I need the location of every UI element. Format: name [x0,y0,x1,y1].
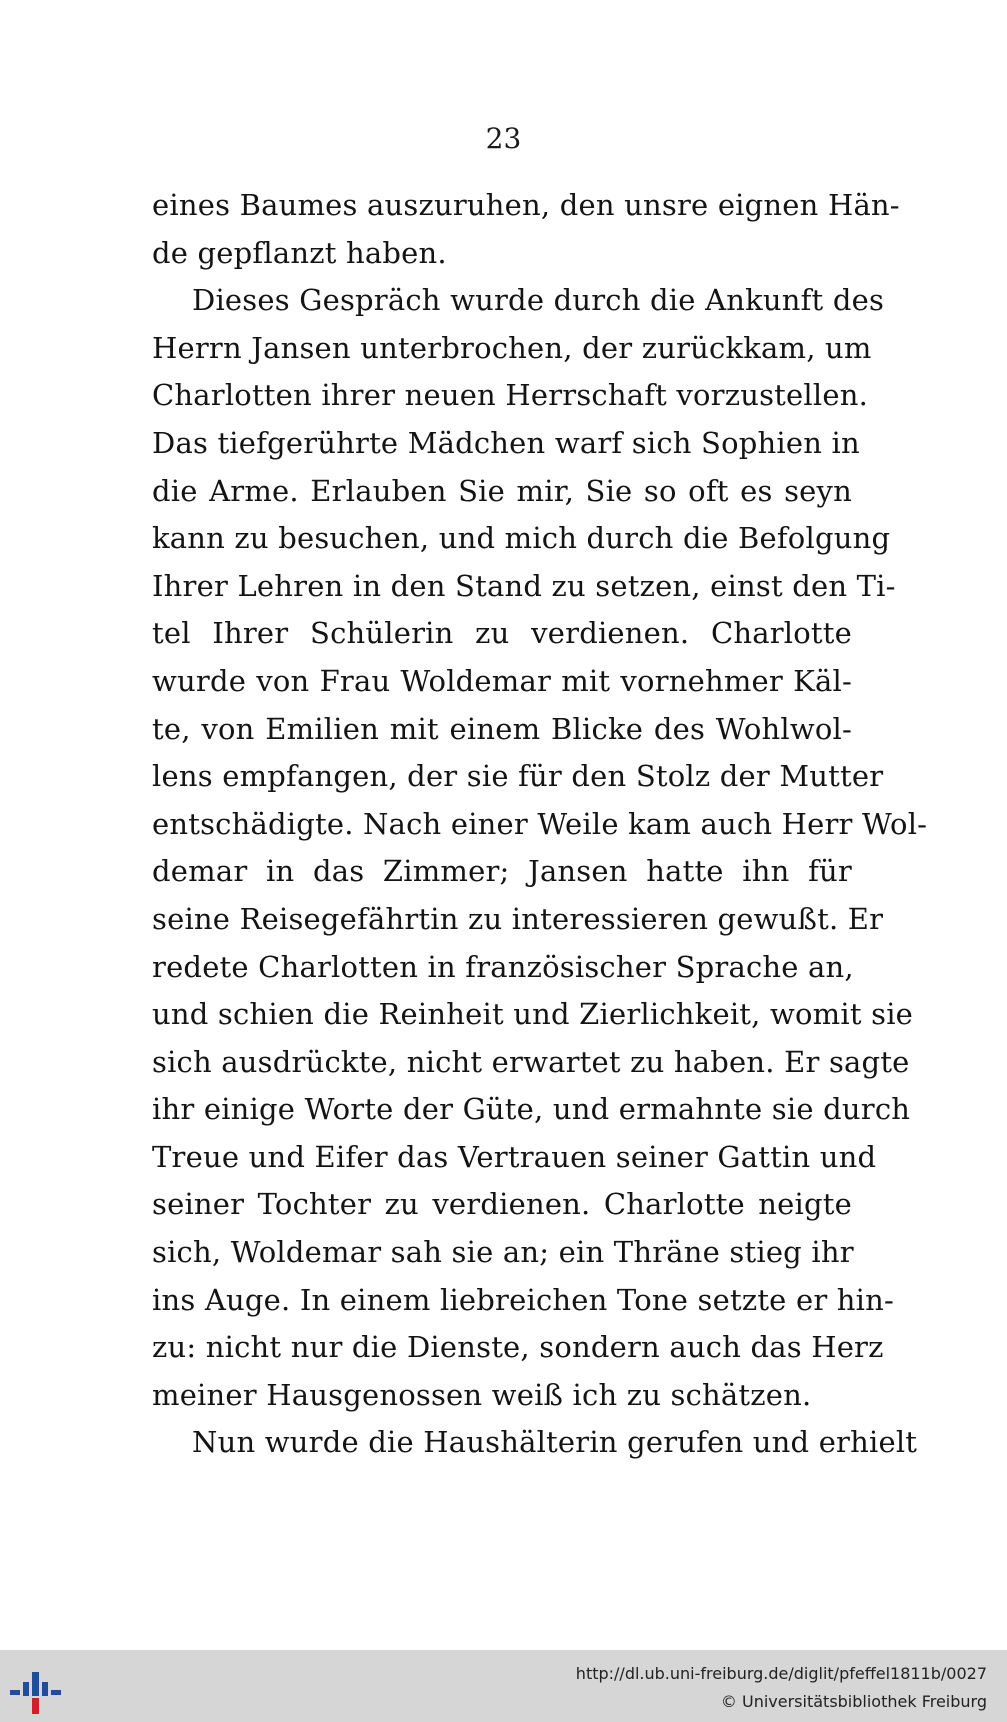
text-line: te, von Emilien mit einem Blicke des Wohlwol- [152,711,852,746]
text-line: die Arme. Erlauben Sie mir, Sie so oft es seyn [152,473,852,508]
text-line: entschädigte. Nach einer Weile kam auch Herr Wol- [152,806,928,841]
copyright-notice: © Universitätsbibliothek Freiburg [720,1692,987,1711]
text-line: Charlotten ihrer neuen Herrschaft vorzustellen. [152,378,868,413]
text-line: sich ausdrückte, nicht erwartet zu haben. Er sagte [152,1044,910,1079]
text-line: Das tiefgerührte Mädchen warf sich Sophien in [152,425,860,460]
text-line: de gepflanzt haben. [152,235,447,270]
text-line: kann zu besuchen, und mich durch die Befolgung [152,521,891,556]
text-line: wurde von Frau Woldemar mit vornehmer Käl- [152,663,852,698]
text-line: Treue und Eifer das Vertrauen seiner Gattin und [152,1139,877,1174]
text-line: seiner Tochter zu verdienen. Charlotte neigte [152,1187,852,1222]
text-line: redete Charlotten in französischer Sprache an, [152,949,854,984]
text-line: demar in das Zimmer; Jansen hatte ihn für [152,854,852,889]
text-line: Dieses Gespräch wurde durch die Ankunft des [192,283,885,318]
page-number: 23 [485,122,522,155]
text-line: zu: nicht nur die Dienste, sondern auch das Herz [152,1330,884,1365]
text-line: sich, Woldemar sah sie an; ein Thräne stieg ihr [152,1235,854,1270]
text-line: eines Baumes auszuruhen, den unsre eignen Hän- [152,188,900,222]
permalink-link[interactable]: http://dl.ub.uni-freiburg.de/diglit/pfeffel1811b/0027 [575,1664,987,1683]
text-line: meiner Hausgenossen weiß ich zu schätzen. [152,1377,812,1412]
text-line: ihr einige Worte der Güte, und ermahnte sie durch [152,1092,911,1127]
text-line: ins Auge. In einem liebreichen Tone setzte er hin- [152,1282,895,1317]
ub-freiburg-logo-icon [10,1668,66,1716]
text-line: und schien die Reinheit und Zierlichkeit, womit sie [152,997,914,1032]
text-line: tel Ihrer Schülerin zu verdienen. Charlotte [152,616,852,651]
text-line: seine Reisegefährtin zu interessieren gewußt. Er [152,901,884,936]
library-footer [0,1650,1007,1722]
text-line: Nun wurde die Haushälterin gerufen und erhielt [192,1425,918,1460]
text-line: Ihrer Lehren in den Stand zu setzen, einst den Ti- [152,568,896,603]
body-text [152,182,928,1467]
text-line: lens empfangen, der sie für den Stolz der Mutter [152,759,884,794]
text-line: Herrn Jansen unterbrochen, der zurückkam, um [152,330,872,365]
